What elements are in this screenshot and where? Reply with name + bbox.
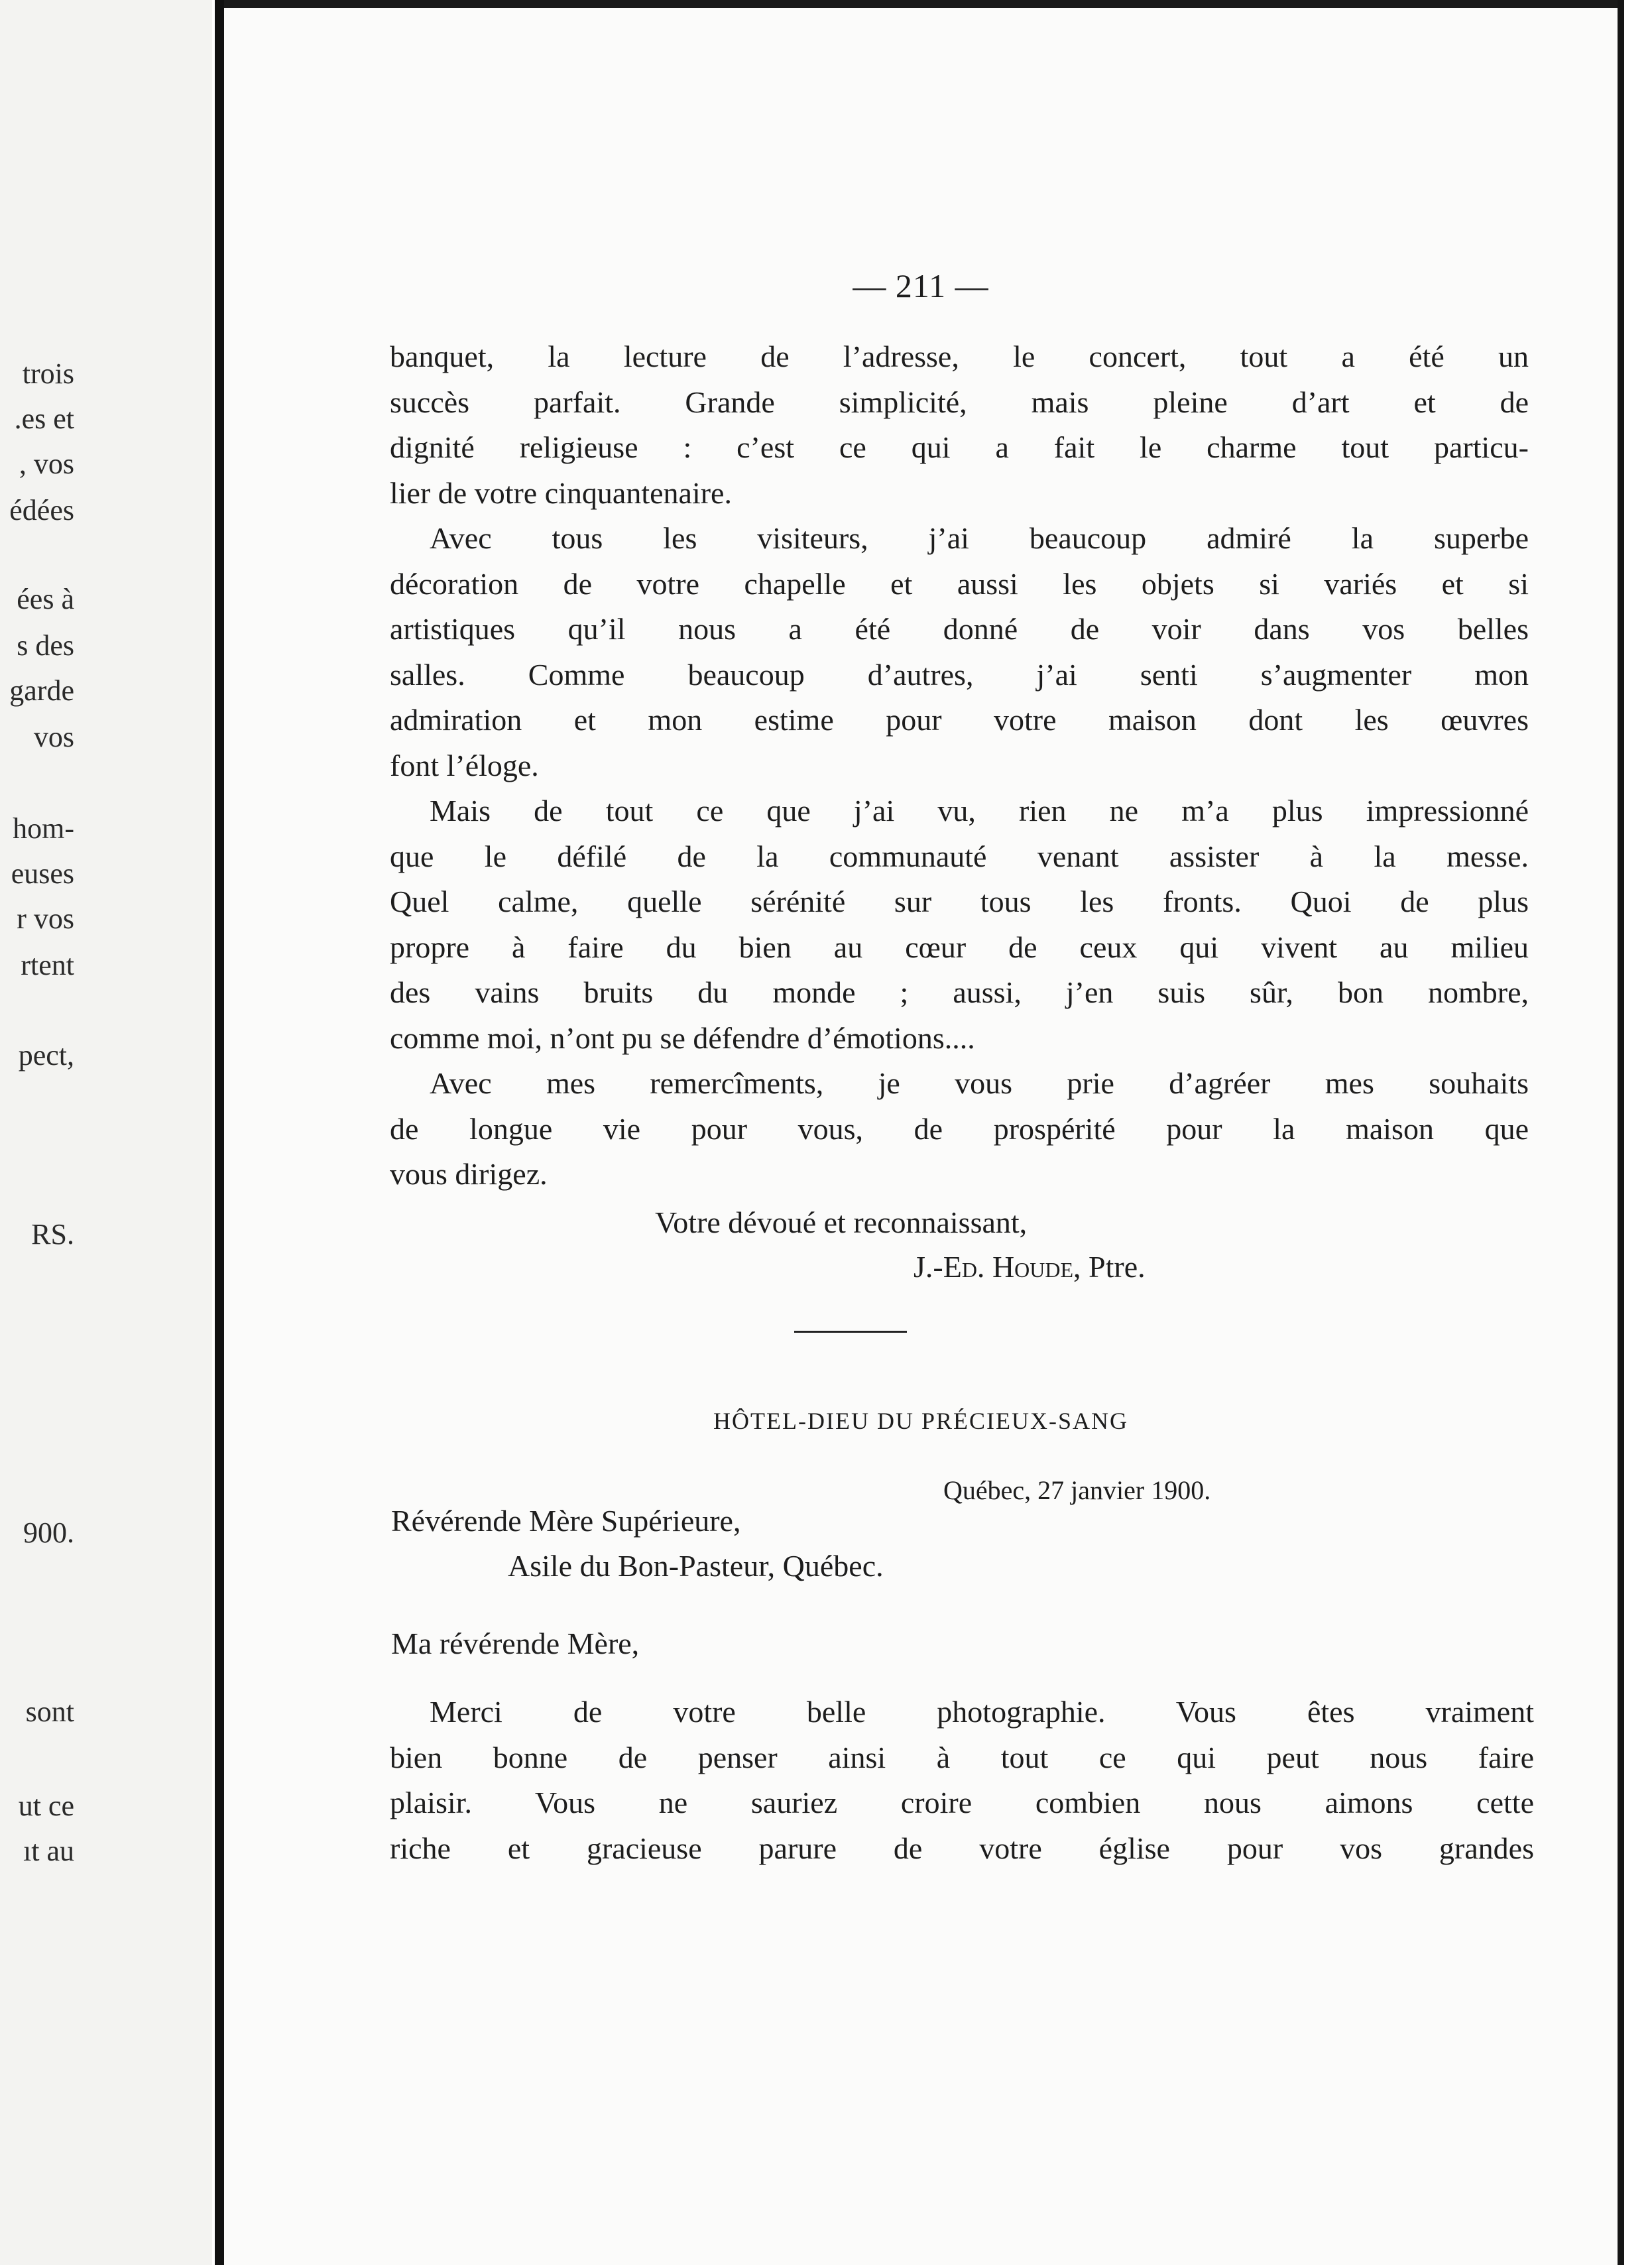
text-line: Avec mes remercîments, je vous prie d’agréer mes souhaits <box>430 1066 1529 1100</box>
signature-initials: J.-Ed. <box>914 1250 985 1284</box>
signature <box>914 1249 1146 1284</box>
margin-fragment: pect, <box>18 1039 74 1071</box>
book-page <box>224 8 1618 2265</box>
margin-fragment: édées <box>9 494 74 526</box>
signature-name: Houde <box>992 1250 1074 1284</box>
text-line: de longue vie pour vous, de prospérité pour la maison que <box>390 1111 1529 1146</box>
letter-paragraph <box>390 334 1529 1197</box>
text-line: comme moi, n’ont pu se défendre d’émotions.... <box>390 1020 975 1055</box>
margin-fragment: , vos <box>19 448 74 480</box>
text-line: décoration de votre chapelle et aussi les objets si variés et si <box>390 566 1529 601</box>
text-line: des vains bruits du monde ; aussi, j’en suis sûr, bon nombre, <box>390 975 1529 1009</box>
section-divider <box>794 1331 907 1333</box>
addressee-line: Révérende Mère Supérieure, <box>391 1504 741 1538</box>
text-line: Mais de tout ce que j’ai vu, rien ne m’a plus impressionné <box>430 794 1529 827</box>
margin-fragment: vos <box>33 721 74 753</box>
text-line: admiration et mon estime pour votre maison dont les œuvres <box>390 703 1529 737</box>
letter-closing: Votre dévoué et reconnaissant, <box>655 1205 1028 1239</box>
text-line: lier de votre cinquantenaire. <box>390 475 732 510</box>
text-line: Quel calme, quelle sérénité sur tous les fronts. Quoi de plus <box>390 885 1529 918</box>
margin-fragment: trois <box>22 357 74 390</box>
text-line: riche et gracieuse parure de votre église pour vos grandes <box>390 1831 1534 1865</box>
book-spine-shadow <box>215 0 224 2265</box>
margin-fragment: ées à <box>17 583 74 615</box>
page-number: — 211 — <box>853 267 989 304</box>
margin-fragment: sont <box>25 1695 74 1728</box>
letter-dateline: Québec, 27 janvier 1900. <box>943 1475 1211 1505</box>
margin-fragment: ut ce <box>18 1790 74 1822</box>
text-line: Avec tous les visiteurs, j’ai beaucoup admiré la superbe <box>430 521 1529 555</box>
text-line: que le défilé de la communauté venant assister à la messe. <box>390 839 1529 873</box>
text-line: vous dirigez. <box>390 1157 548 1191</box>
previous-page-margin <box>0 0 212 2265</box>
letter-salutation: Ma révérende Mère, <box>391 1626 640 1660</box>
text-line: banquet, la lecture de l’adresse, le concert, tout a été un <box>390 339 1529 373</box>
margin-fragment: garde <box>9 674 74 707</box>
text-line: font l’éloge. <box>390 748 539 782</box>
text-line: salles. Comme beaucoup d’autres, j’ai senti s’augmenter mon <box>390 657 1529 692</box>
text-line: plaisir. Vous ne sauriez croire combien nous aimons cette <box>390 1786 1534 1819</box>
scan-background <box>1624 0 1652 2265</box>
text-line: bien bonne de penser ainsi à tout ce qui peut nous faire <box>390 1740 1534 1774</box>
letter-heading: HÔTEL-DIEU DU PRÉCIEUX-SANG <box>713 1408 1128 1434</box>
letter-paragraph <box>390 1689 1534 1871</box>
margin-fragment: 900. <box>23 1516 74 1549</box>
text-line: artistiques qu’il nous a été donné de voir dans vos belles <box>390 612 1529 646</box>
margin-fragment: .es et <box>14 402 74 435</box>
margin-fragment: rtent <box>21 949 74 981</box>
text-line: Merci de votre belle photographie. Vous êtes vraiment <box>430 1695 1534 1729</box>
margin-fragment: hom- <box>13 812 74 845</box>
page-top-edge <box>224 0 1623 8</box>
margin-fragment: r vos <box>17 902 74 935</box>
text-line: succès parfait. Grande simplicité, mais pleine d’art et de <box>390 385 1529 419</box>
margin-fragment: s des <box>17 629 74 662</box>
margin-fragment: euses <box>11 857 74 890</box>
text-line: dignité religieuse : c’est ce qui a fait le charme tout particu- <box>390 430 1529 464</box>
text-line: propre à faire du bien au cœur de ceux qui vivent au milieu <box>390 930 1529 964</box>
margin-fragment: RS. <box>31 1218 74 1251</box>
addressee-line: Asile du Bon-Pasteur, Québec. <box>508 1549 884 1583</box>
signature-title: , Ptre. <box>1073 1250 1146 1284</box>
page-right-edge <box>1618 0 1624 2265</box>
margin-fragment: ıt au <box>23 1835 74 1867</box>
